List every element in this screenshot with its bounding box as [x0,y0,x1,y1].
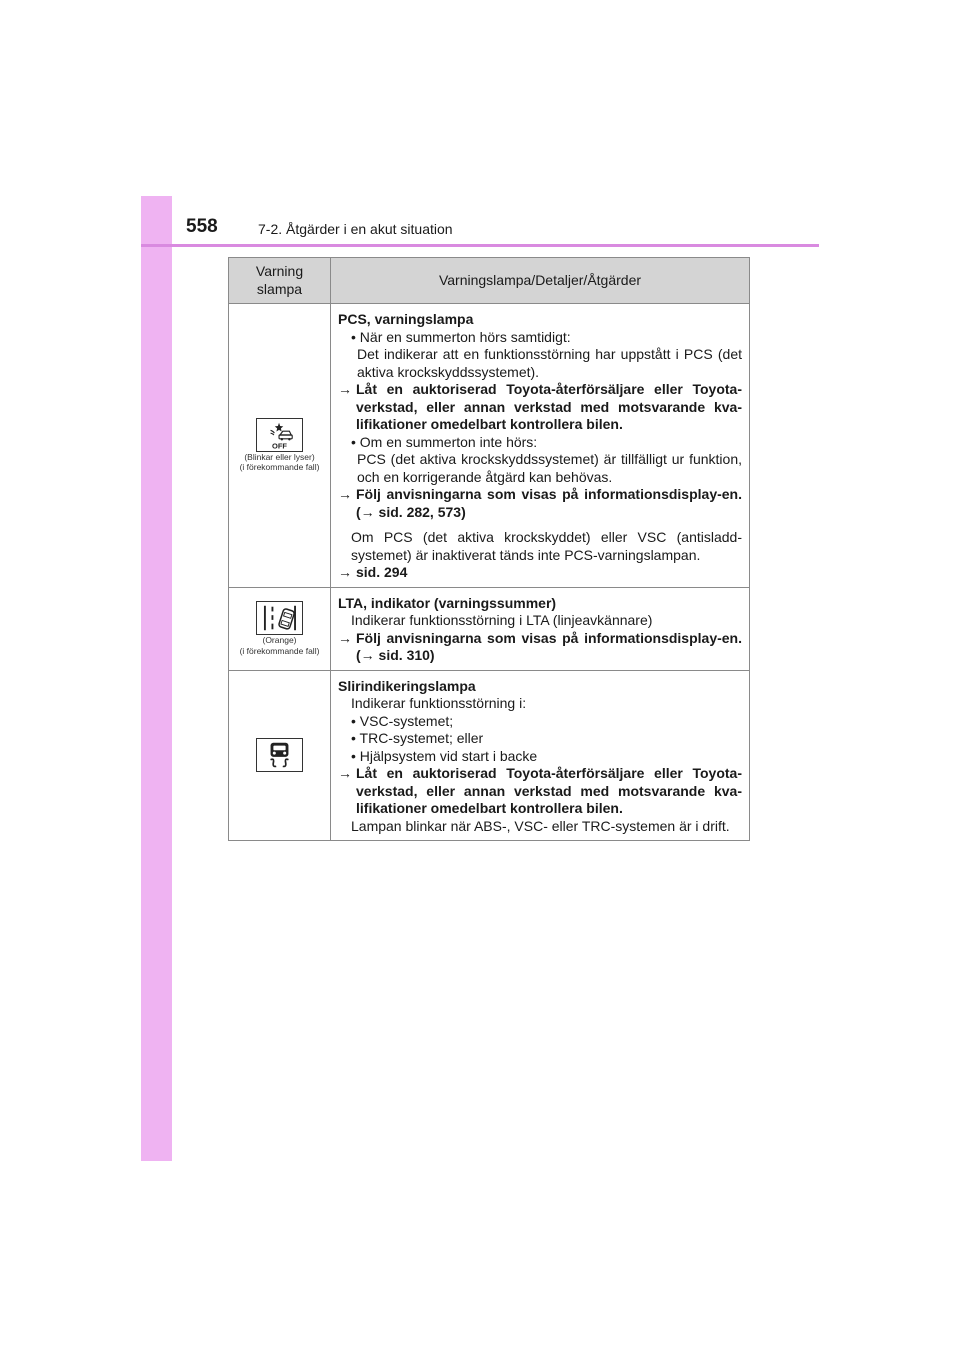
chapter-sidebar-tab [141,196,172,1161]
action-text-content: Låt en auktoriserad Toyota-återförsäljare eller Toyota-verkstad, eller annan verkstad med motsvarande kva-lifikationer omedelbart kontrollera bilen. [356,381,742,432]
bullet-body [338,346,742,381]
arrow-icon: → [338,564,352,580]
arrow-icon: → [338,765,352,781]
table-header-row [229,258,750,304]
action-text [338,381,742,434]
lamp-note: (Blinkar eller lyser) [244,451,315,462]
lamp-note: (i förekommande fall) [239,645,320,656]
lamp-note: (Orange) [262,635,297,645]
section-title: 7-2. Åtgärder i en akut situation [258,221,453,237]
lamp-title: PCS, varningslampa [338,311,474,327]
bullet-body [338,451,742,486]
details-cell [331,670,750,841]
bullet-item: • TRC-systemet; eller [351,730,484,746]
pcs-off-label: OFF [271,441,288,451]
lta-lane-icon [256,601,303,635]
details-cell [331,587,750,670]
reference-line [338,564,742,582]
details-cell [331,304,750,588]
page-number: 558 [186,216,218,237]
action-text-content: Följ anvisningarna som visas på informationsdisplay-en. ( [356,629,742,663]
page-reference: sid. 282, 573) [374,503,466,520]
arrow-icon: → [338,629,352,646]
paragraph: Lampan blinkar när ABS-, VSC- eller TRC-systemen är i drift. [351,817,730,834]
column-header-lamp: Varning slampa [229,258,331,304]
column-header-details: Varningslampa/Detaljer/Åtgärder [331,258,750,304]
action-text [338,486,742,521]
bullet-heading: • När en summerton hörs samtidigt: [351,328,571,345]
table-row [229,670,750,841]
action-text-content: Följ anvisningarna som visas på informationsdisplay-en. ( [356,486,742,520]
header-divider [141,244,819,247]
lamp-title: Slirindikeringslampa [338,677,476,694]
table-row [229,587,750,670]
lamp-note: (i förekommande fall) [239,462,320,473]
paragraph: Om PCS (det aktiva krockskyddet) eller VSC (antisladd-systemet) är inaktiverat tänds inte PCS-varningslampan. [351,529,742,563]
bullet-item: • VSC-systemet; [351,712,454,729]
action-text-content: Låt en auktoriserad Toyota-återförsäljare eller Toyota-verkstad, eller annan verkstad med motsvarande kva-lifikationer omedelbart kontrollera bilen. [356,765,742,816]
bullet-item: • Hjälpsystem vid start i backe [351,747,538,764]
action-text [338,630,742,665]
detail-line: Indikerar funktionsstörning i: [351,695,527,711]
page-reference: sid. 310) [374,647,435,663]
lamp-cell [229,587,331,670]
pcs-off-icon [256,418,303,452]
ref-arrow-icon: → [360,647,375,663]
arrow-icon: → [338,381,352,397]
slip-indicator-icon [256,738,303,772]
lamp-cell [229,670,331,841]
lamp-cell [229,304,331,588]
action-text [338,765,742,818]
arrow-icon: → [338,486,352,502]
page-reference: sid. 294 [356,564,408,580]
lamp-title: LTA, indikator (varningssummer) [338,594,557,611]
detail-line: Indikerar funktionsstörning i LTA (linjeavkännare) [351,612,653,628]
bullet-heading: • Om en summerton inte hörs: [351,433,538,450]
ref-arrow-icon: → [360,503,375,520]
bullet-body-text: PCS (det aktiva krockskyddssystemet) är tillfälligt ur funktion, och en korrigerande åtgärd kan behövas. [357,451,742,485]
bullet-body-text: Det indikerar att en funktionsstörning har uppstått i PCS (det aktiva krockskyddssystemet). [357,346,742,380]
table-row [229,304,750,588]
warning-lamp-table [228,257,750,841]
